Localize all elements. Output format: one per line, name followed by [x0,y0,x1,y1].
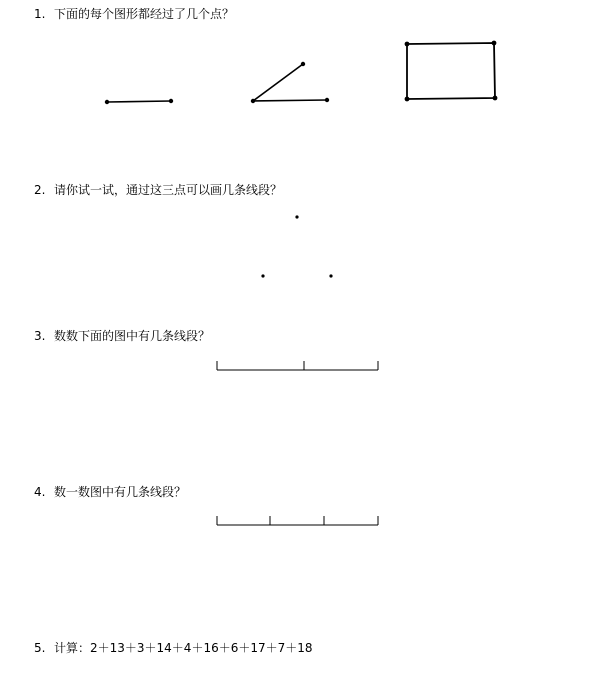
question-text: 数一数图中有几条线段？ [54,485,187,499]
question-number: 3. [34,329,46,343]
question-text: 下面的每个图形都经过了几个点？ [54,7,235,21]
question-number: 1. [34,7,46,21]
question-text: 请你试一试，通过这三点可以画几条线段？ [54,183,283,197]
question-5 [34,640,313,656]
question-number: 4. [34,485,46,499]
question-number: 2. [34,183,46,197]
question-text: 数数下面的图中有几条线段？ [54,329,211,343]
question-text: 计算：2＋13＋3＋14＋4＋16＋6＋17＋7＋18 [54,641,313,655]
question-number: 5. [34,641,46,655]
